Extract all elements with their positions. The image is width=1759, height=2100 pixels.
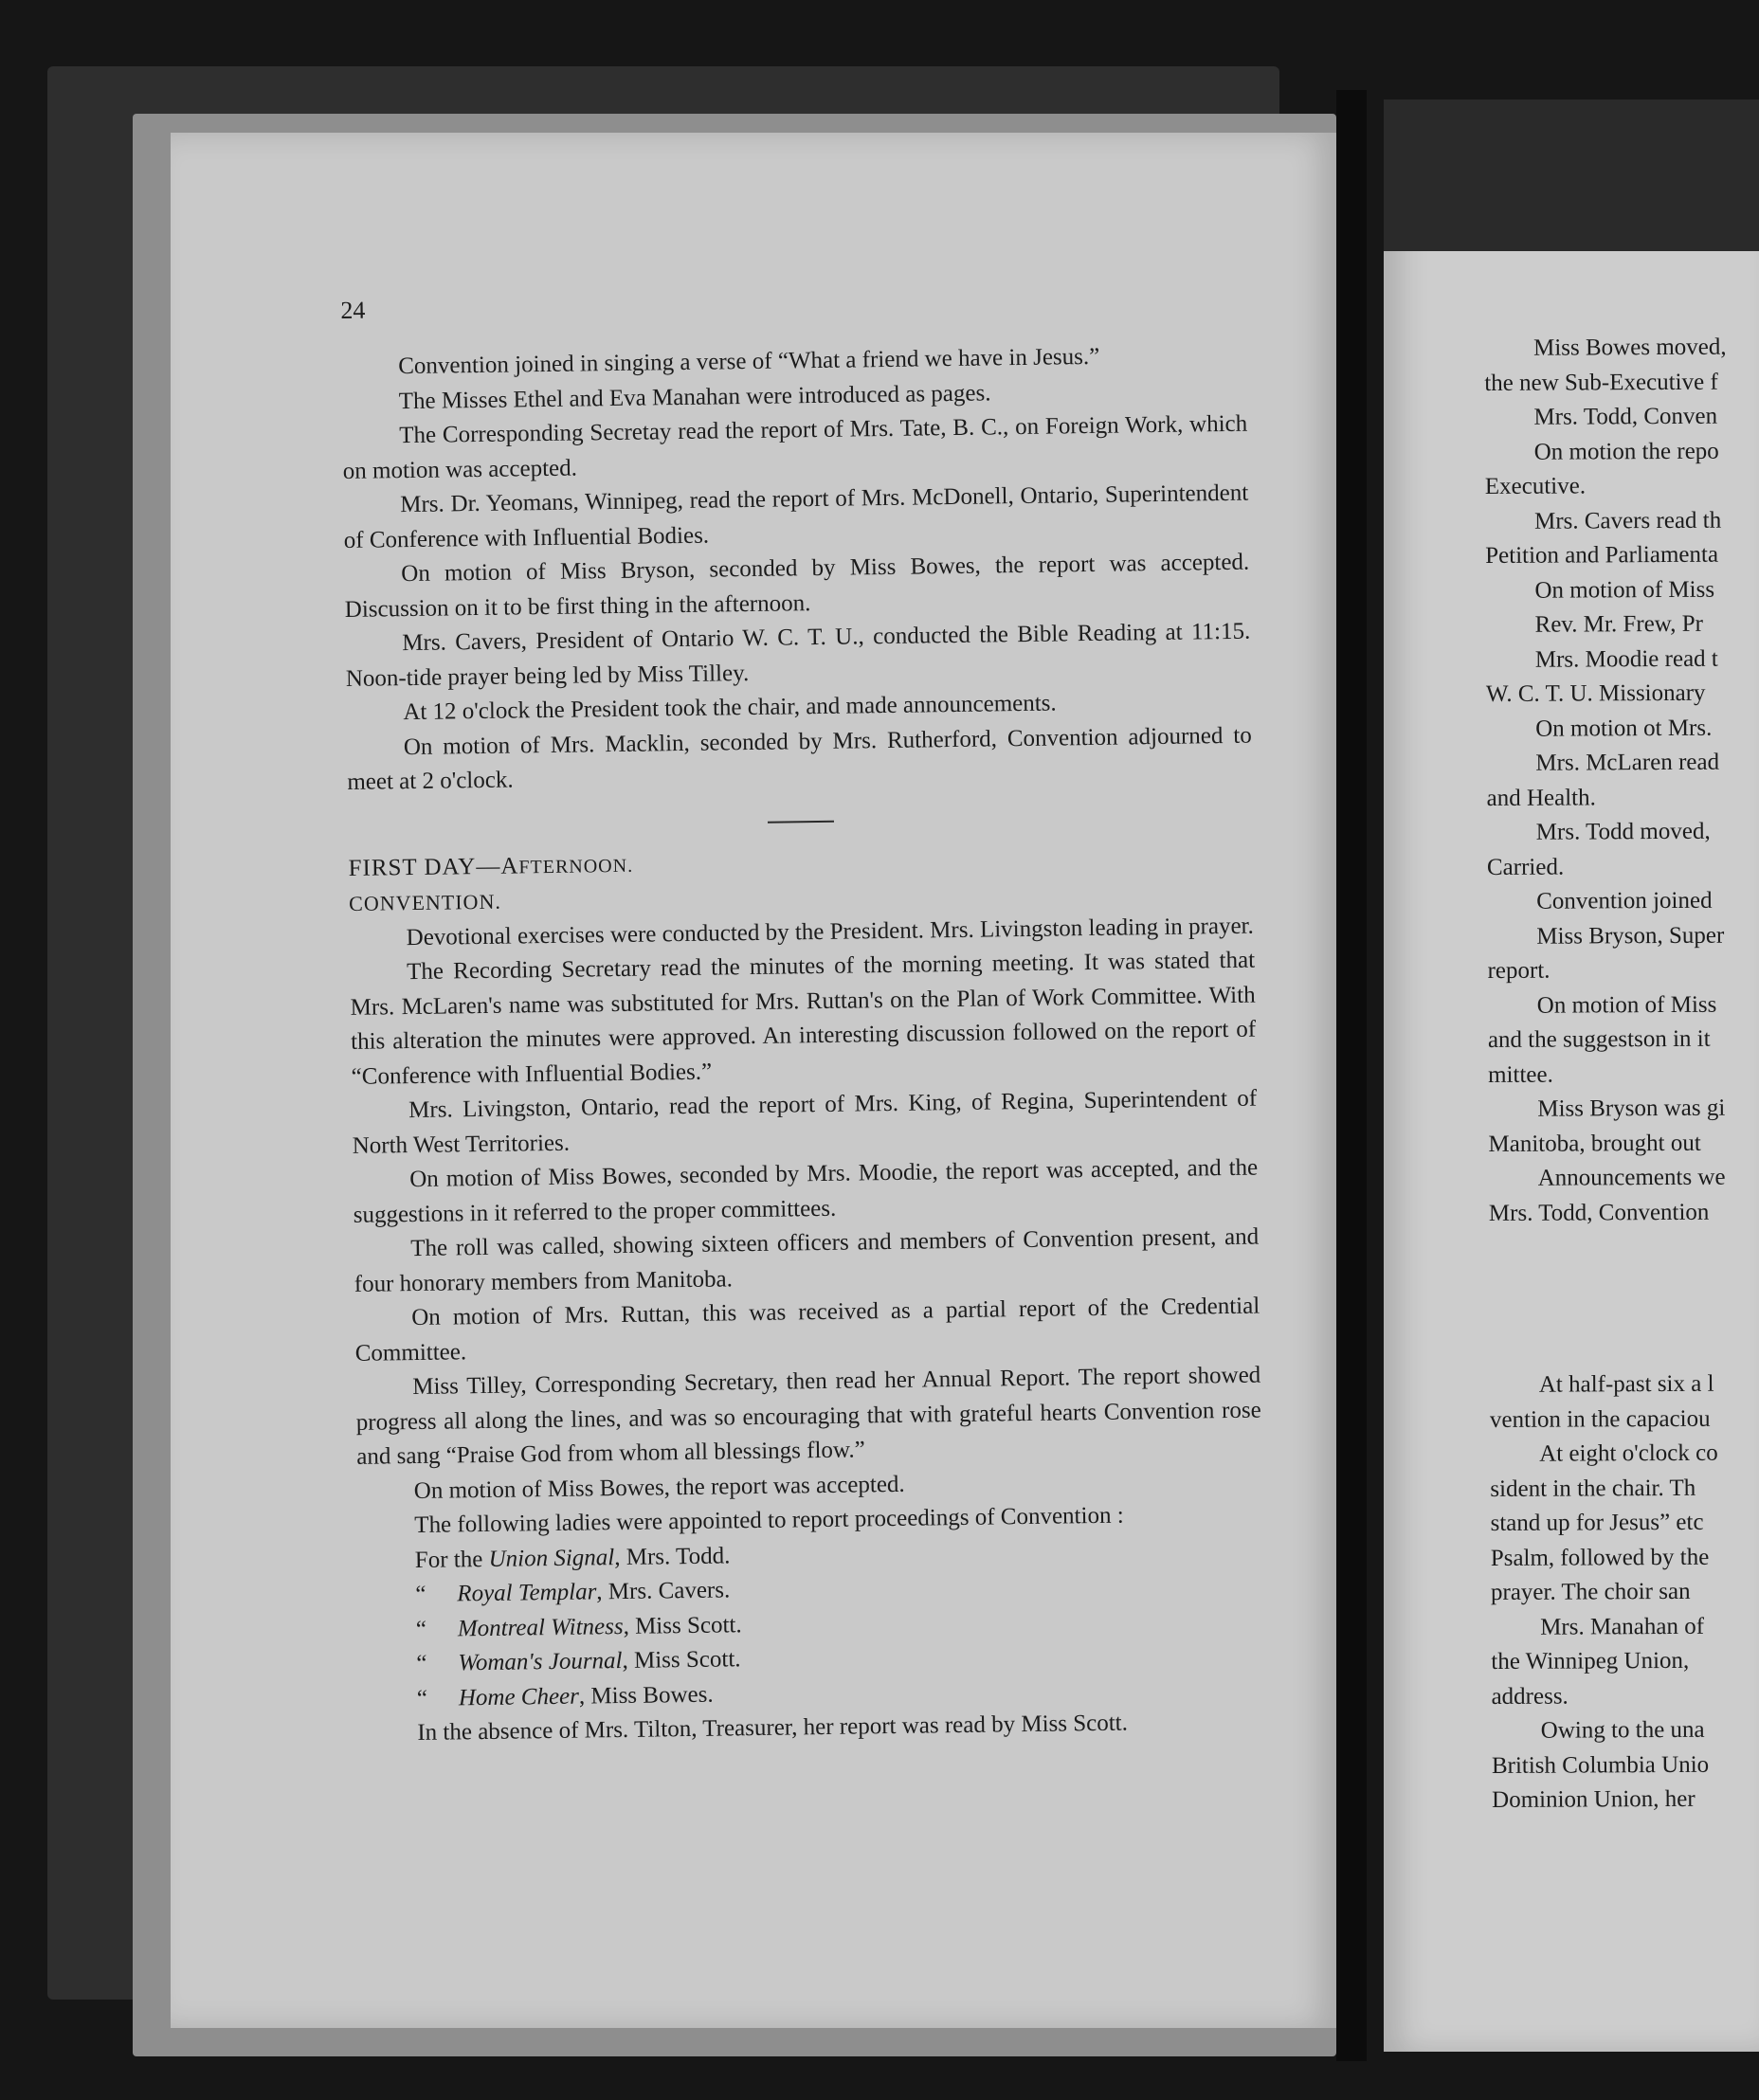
paragraph: On motion of Miss Bowes, seconded by Mrs. Moodie, the report was accepted, and the suggestions in it referred to the proper committees. xyxy=(353,1154,1259,1228)
paragraph: The Misses Ethel and Eva Manahan were introduced as pages. xyxy=(398,379,991,414)
right-page-line: Miss Bryson was gi xyxy=(1537,1095,1726,1122)
right-page-line: On motion of Miss xyxy=(1536,991,1717,1019)
right-page-line: and the suggestson in it xyxy=(1487,1025,1711,1053)
paragraph: The following ladies were appointed to report proceedings of Convention : xyxy=(414,1502,1124,1539)
page-number: 24 xyxy=(340,296,366,325)
right-page-line: sident in the chair. Th xyxy=(1490,1475,1696,1502)
left-page-text xyxy=(340,296,1266,1752)
right-page-lower-lines xyxy=(1490,1367,1759,1818)
paragraph: On motion of Miss Bryson, seconded by Miss Bowes, the report was accepted. Discussion on it to be first thing in the afternoon. xyxy=(344,549,1250,623)
list-item: “ Royal Templar, Mrs. Cavers. xyxy=(415,1577,731,1608)
paragraph: Mrs. Dr. Yeomans, Winnipeg, read the report of Mrs. McDonell, Ontario, Superintendent of Conference with Influential Bodies. xyxy=(343,480,1249,553)
right-page-line: the Winnipeg Union, xyxy=(1491,1647,1690,1675)
right-page-line: Mrs. Todd, Convention xyxy=(1488,1199,1710,1226)
right-page-text xyxy=(1484,330,1759,1818)
right-page-line: On motion the repo xyxy=(1533,438,1719,465)
right-page-line: Rev. Mr. Frew, Pr xyxy=(1534,610,1704,638)
right-page-line: Convention joined xyxy=(1536,887,1713,914)
right-page-line: Petition and Parliamenta xyxy=(1485,541,1719,569)
right-page-line: mittee. xyxy=(1488,1061,1553,1088)
right-page-line: On motion ot Mrs. xyxy=(1535,715,1713,742)
list-item: For the Union Signal, Mrs. Todd. xyxy=(414,1542,731,1573)
right-page-line: Manitoba, brought out xyxy=(1488,1130,1701,1157)
right-page-line: W. C. T. U. Missionary xyxy=(1485,679,1706,707)
right-page-line: Miss Bryson, Super xyxy=(1536,922,1725,950)
right-page-line: On motion of Miss xyxy=(1534,576,1715,604)
section-divider xyxy=(767,820,833,823)
paragraph: The Recording Secretary read the minutes of the morning meeting. It was stated that Mrs. McLaren's name was substituted for Mrs. Ruttan's on the Plan of Work Committee. With this alteration the minutes were approved. An interesting discussion followed on the report of “Conference with Influential Bodies.” xyxy=(350,947,1257,1090)
right-page-line: Mrs. Manahan of xyxy=(1540,1613,1705,1640)
right-page-line: Mrs. Todd moved, xyxy=(1535,818,1711,845)
right-page-line: Mrs. Cavers read th xyxy=(1533,507,1722,534)
right-page-line: Dominion Union, her xyxy=(1492,1785,1696,1813)
right-page-line: Owing to the una xyxy=(1540,1716,1705,1744)
right-page-upper-lines xyxy=(1484,330,1759,1231)
list-item: “ Montreal Witness, Miss Scott. xyxy=(415,1611,742,1642)
right-page-line: report. xyxy=(1487,957,1550,984)
right-page-line: Mrs. Moodie read t xyxy=(1534,645,1718,673)
paragraph: The roll was called, showing sixteen officers and members of Convention present, and four honorary members from Manitoba. xyxy=(354,1223,1260,1297)
list-item: “ Woman's Journal, Miss Scott. xyxy=(416,1646,741,1677)
paragraph: Convention joined in singing a verse of “What a friend we have in Jesus.” xyxy=(398,343,1100,380)
paragraph: On motion of Mrs. Macklin, seconded by Mrs. Rutherford, Convention adjourned to meet at 2 o'clock. xyxy=(347,722,1252,795)
list-item: “ Home Cheer, Miss Bowes. xyxy=(416,1681,714,1711)
right-page-line: prayer. The choir san xyxy=(1490,1578,1691,1605)
paragraph: Devotional exercises were conducted by the President. Mrs. Livingston leading in prayer. xyxy=(406,913,1254,950)
right-page-line: stand up for Jesus” etc xyxy=(1490,1509,1704,1536)
paragraph: Miss Tilley, Corresponding Secretary, then read her Annual Report. The report showed progress all along the lines, and was so encouraging that with grateful hearts Convention rose and sang “Praise God from whom all blessings flow.” xyxy=(355,1362,1261,1470)
right-page-line: Executive. xyxy=(1484,473,1587,499)
paragraph: The Corresponding Secretay read the report of Mrs. Tate, B. C., on Foreign Work, which on motion was accepted. xyxy=(342,410,1248,484)
paragraph: In the absence of Mrs. Tilton, Treasurer, her report was read by Miss Scott. xyxy=(417,1710,1129,1747)
paragraph: On motion of Miss Bowes, the report was accepted. xyxy=(413,1471,905,1504)
right-page-line: address. xyxy=(1491,1683,1569,1710)
right-page-line: Carried. xyxy=(1486,854,1565,880)
paragraph: Mrs. Livingston, Ontario, read the report of Mrs. King, of Regina, Superintendent of North West Territories. xyxy=(352,1085,1258,1159)
right-page-line: Mrs. McLaren read xyxy=(1535,749,1720,776)
section-heading: FIRST DAY—AFTERNOON. xyxy=(348,852,634,881)
right-page-line: At half-past six a l xyxy=(1538,1370,1714,1398)
right-page-line: Announcements we xyxy=(1537,1164,1726,1191)
paragraph: Mrs. Cavers, President of Ontario W. C. T. U., conducted the Bible Reading at 11:15. Noon-tide prayer being led by Miss Tilley. xyxy=(345,618,1251,692)
reporters-list xyxy=(358,1531,1265,1717)
book-gutter xyxy=(1336,90,1367,2061)
right-page-line: and Health. xyxy=(1486,784,1596,811)
right-page-line: Psalm, followed by the xyxy=(1490,1544,1710,1571)
right-page-line: Mrs. Todd, Conven xyxy=(1533,403,1718,430)
section-subheading: CONVENTION. xyxy=(348,889,502,915)
right-page-line: At eight o'clock co xyxy=(1539,1439,1718,1467)
right-page-line: the new Sub-Executive f xyxy=(1484,369,1718,396)
right-page-line: vention in the capaciou xyxy=(1489,1405,1711,1433)
right-page-line: British Columbia Unio xyxy=(1491,1751,1710,1779)
paragraph: On motion of Mrs. Ruttan, this was received as a partial report of the Credential Committee. xyxy=(354,1293,1260,1367)
paragraph: At 12 o'clock the President took the chair, and made announcements. xyxy=(403,690,1057,726)
right-page-line: Miss Bowes moved, xyxy=(1533,334,1727,361)
